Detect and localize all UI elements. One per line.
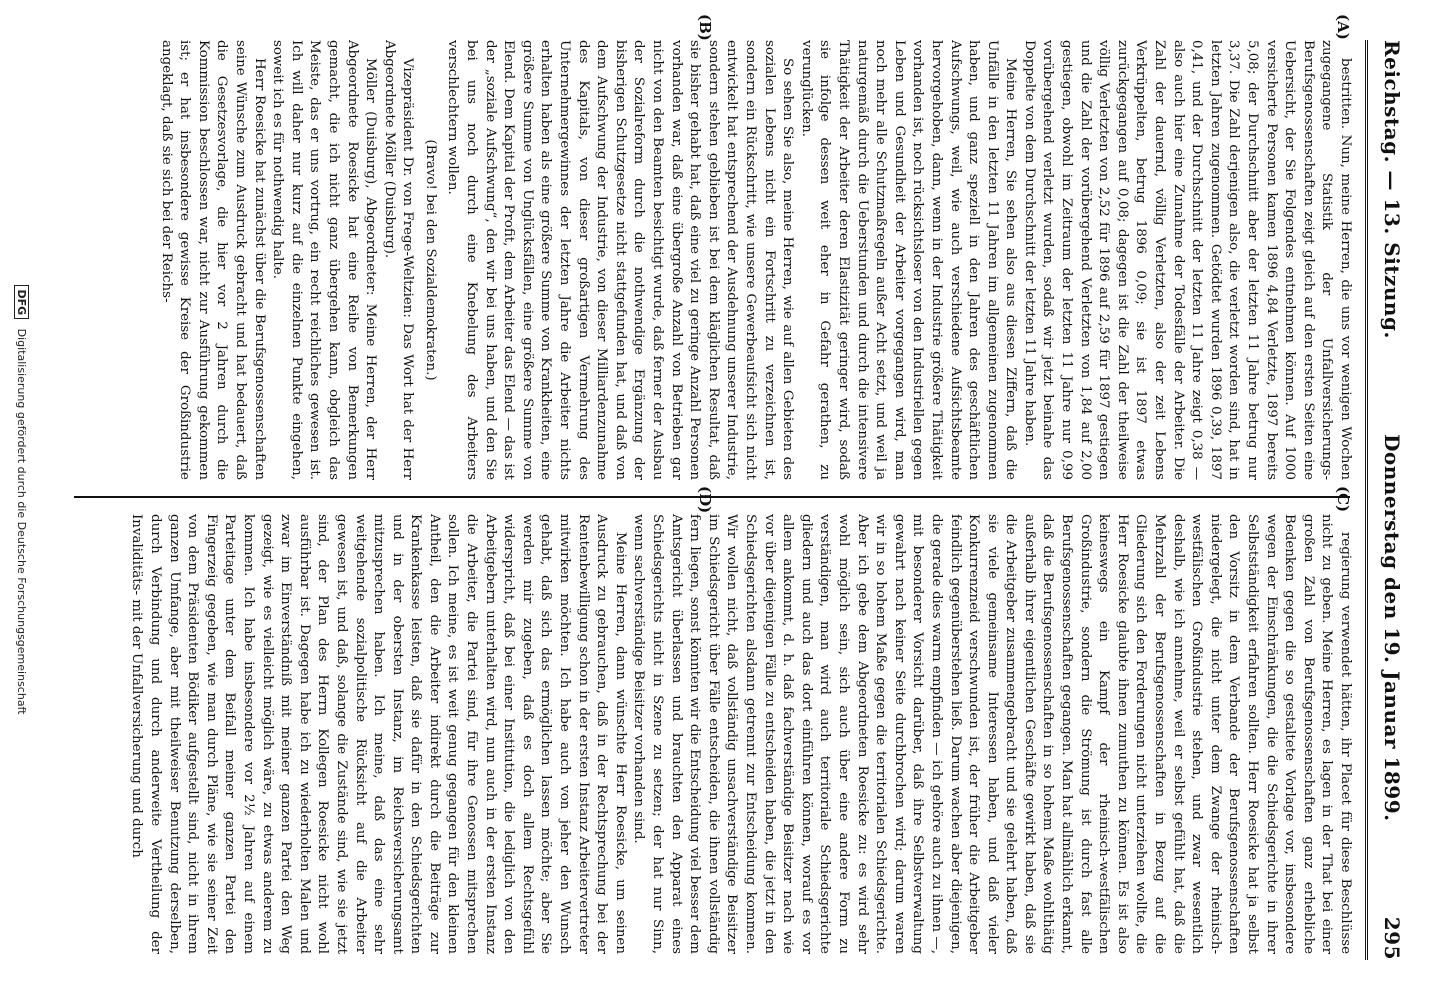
left-column xyxy=(70,40,1354,480)
paragraph: Meine Herren, dann wünschte Herr Roesicke, um seinen Ausdruck zu gebrauchen, daß in der Rechtsprechung bei der Rentenbewilligung schon in der ersten Instanz Arbeitervertreter mitwirken möchten. Ich habe auch von jeher den Wunsch gehabt, daß sich das ermöglichen lassen möchte; aber Sie werden mir zugeben, daß es doch allem Rechtsgefühl widerspricht, daß bei einer Institution, die lediglich von den Arbeitgebern unterhalten wird, nun auch in der ersten Instanz die Arbeiter, die Partei sind, für ihre Genossen mitsprechen sollen. Ich meine, es ist weit genug gegangen für den kleinen Antheil, den die Arbeiter indirekt durch die Beiträge zur Krankenkasse leisten, daß sie dafür in den Schiedsgerichten und in der obersten Instanz, im Reichsversicherungsamt mitzusprechen haben. Ich meine, daß das eine sehr weitgehende sozialpolitische Rücksicht auf die Arbeiter gewesen ist, und daß, solange die Zustände sind, wie sie jetzt sind, der Plan des Herrn Kollegen Roesicke nicht wohl ausführbar ist. Dagegen habe ich zu wiederholten Malen und zwar im Einverständniß mit meiner ganzen Partei den Weg gezeigt, wie es vielleicht möglich wäre, zu etwas anderem zu kommen. Ich habe insbesondere vor 2½ Jahren auf einem Parteitage unter dem Beifall meiner ganzen Partei den Fingerzeig gegeben, wie man durch Pläne, wie sie seiner Zeit von dem Präsidenten Bödiker aufgestellt sind, nicht in ihrem ganzen Umfange, aber mit theilweiser Benutzung derselben, durch Verbindung und durch anderweite Vertheilung der Invaliditäts- mit der Unfallversicherung und durch xyxy=(129,514,628,954)
paragraph: regierung verwendet hätten, ihr Placet für diese Beschlüsse nicht zu geben. Meine Herren, es lagen in der That bei einer großen Zahl von Berufsgenossenschaften ganz erhebliche Bedenken gegen die so gestaltete Vorlage vor, insbesondere wegen der Einschränkungen, die die Schiedsgerichte in ihrer Selbstständigkeit erfahren sollten. Herr Roesicke hat ja selbst den Vorsitz in dem Verbande der Berufsgenossenschaften niedergelegt, die nicht unter dem Zwange der rheinisch-westfälischen Großindustrie stehen, und zwar wesentlich deshalb, wie ich annehme, weil er selbst gefühlt hat, daß die Mehrzahl der Berufsgenossenschaften in Bezug auf die Gliederung sich den Forderungen nicht unterziehen wollte, die Herr Roesicke glaubte ihnen zumuthen zu können. Es ist also keineswegs ein Kampf der rheinisch-westfälischen Großindustrie, sondern die Strömung ist durch fast alle Berufsgenossenschaften gegangen. Man hat allmählich erkannt, daß die Berufsgenossenschaften in so hohem Maße wohlthätig außerhalb ihrer eigentlichen Geschäfte gewirkt haben, daß sie die Arbeitgeber zusammengebracht und sie gelehrt haben, daß sie viele gemeinsame Interessen haben, und daß vieler Konkurrenzneid verschwunden ist, der früher die Arbeitgeber feindlich gegenüberstehen ließ. Darum wachen aber diejenigen, die gerade dies warm empfinden — ich gehöre auch zu ihnen —, mit besonderer Vorsicht darüber, daß ihre Selbstverwaltung gewahrt nach keiner Seite durchbrochen wird; darum waren wir in so hohem Maße gegen die territorialen Schiedsgerichte. Aber ich gebe dem Abgeordneten Roesicke zu: es wird sehr wohl möglich sein, sich auch über eine andere Form zu verständigen, man wird auch territoriale Schiedsgerichte gliedern und auch das dort einführen können, worauf es vor allem ankommt, d. h. daß fachverständige Beisitzer nach wie vor über diejenigen Fälle zu entscheiden haben, die jetzt in den Schiedsgerichten alsdann getrennt zur Entscheidung kommen. Wir wollen nicht, daß vollständig unsachverständige Beisitzer im Schiedsgericht über Fälle entscheiden, die ihnen vollständig fern liegen, sonst könnten wir die Entscheidung viel besser dem Amtsgericht überlassen und brauchten den Apparat eines Schiedsgerichts nicht in Szene zu setzen; der hat nur Sinn, wenn sachverständige Beisitzer vorhanden sind. xyxy=(631,514,1353,954)
interjection: (Bravo! bei den Sozialdemokraten.) xyxy=(422,139,438,381)
paragraph: Möller (Duisburg), Abgeordneter: Meine Herren, der Herr Abgeordnete Roesicke hat eine Reihe von Bemerkungen gemacht, die ich nicht ganz übergehen kann, obgleich das Meiste, das er uns vortrug, ein recht reichliches gewesen ist. Ich will daher nur kurz auf die einzelnen Punkte eingehen, soweit ich es für nothwendig halte. xyxy=(270,40,379,480)
margin-marker-b: (B) xyxy=(696,14,714,41)
paragraph: So sehen Sie also, meine Herren, wie auf allen Gebieten des sozialen Lebens nicht ein Fortschritt zu verzeichnen ist, sondern ein Rückschritt, wie unsere Gewerbeaufsicht sich nicht entwickelt hat entsprechend der Ausdehnung unserer Industrie, sondern stehen geblieben ist bei dem kläglichen Resultat, daß sie bisher gehabt hat, daß eine viel zu geringe Anzahl Personen vorhanden war, daß eine übergroße Anzahl von Betrieben gar nicht von den Beamten besichtigt wurde, daß ferner der Ausbau der Sozialreform durch die nothwendige Ergänzung der bisherigen Schutzgesetze nicht stattgefunden hat, und daß von dem Aufschwung der Industrie, von dieser Milliardenzunahme des Kapitals, von dieser großartigen Vermehrung des Unternehmergewinnes der letzten Jahre die Arbeiter nichts erhalten haben als eine größere Summe von Krankheiten, eine größere Summe von Unglücksfällen, eine größere Summe von Elend. Dem Kapital der Profit, dem Arbeiter das Elend — das ist der „soziale Aufschwung“, den wir bei uns haben, und den Sie bei uns noch durch eine Knebelung des Arbeiters verschlechtern wollen. xyxy=(445,40,796,480)
running-head-date: Donnerstag den 19. Januar 1899. xyxy=(1380,434,1404,822)
dfg-logo: DFG xyxy=(14,285,29,319)
margin-marker-c: (C) xyxy=(1334,486,1352,513)
header-rule xyxy=(1365,40,1368,960)
paragraph: Herr Roesicke hat zunächst über die Berufsgenossenschaften seine Wünsche zum Ausdruck gebracht und hat bedauert, daß die Gesetzesvorlage, die hier vor 2 Jahren durch die Kommission beschlossen war, nicht zur Ausführung gekommen ist; er hat insbesondere gewisse Kreise der Großindustrie angeklagt, daß sie sich bei der Reichs- xyxy=(158,40,267,480)
running-head-left: Reichstag. — 13. Sitzung. xyxy=(1380,40,1404,339)
page-number: 295 xyxy=(1380,916,1404,960)
paragraph: Meine Herren, Sie sehen also aus diesen Ziffern, daß die Unfälle in den letzten 11 Jahren im allgemeinen zugenommen haben, und ganz speziell in den Jahren des geschäftlichen Aufschwungs, weil, wie auch verschiedene Aufsichtsbeamte hervorgehoben, dann, wenn in der Industrie größere Thätigkeit vorhanden ist, noch rücksichtsloser von den Industriellen gegen Leben und Gesundheit der Arbeiter vorgegangen wird, man noch mehr alle Schutzmaßregeln außer Acht setzt, und weil ja naturgemäß durch die Ueberstunden und durch die intensivere Thätigkeit der Arbeiter deren Elastizität geringer wird, sodaß sie infolge dessen weit eher in Gefahr gerathen, zu verunglücken. xyxy=(798,40,1019,480)
paragraph: Vizepräsident Dr. von Frege-Weltzien: Das Wort hat der Herr Abgeordnete Möller (Duisburg). xyxy=(381,40,416,480)
credit-text: Digitalisierung gefördert durch die Deutsche Forschungsgemeinschaft xyxy=(15,328,28,715)
running-head xyxy=(1372,40,1412,960)
margin-marker-a: (A) xyxy=(1334,14,1352,40)
digitization-credit xyxy=(14,0,29,1000)
margin-marker-d: (D) xyxy=(696,486,714,514)
right-column xyxy=(70,514,1354,954)
paragraph: bestritten. Nun, meine Herren, die uns vor wenigen Wochen zugegangene Statistik der Unfallversicherungs-Berufsgenossenschaften zeigt gleich auf den ersten Seiten eine Uebersicht, der Sie Folgendes entnehmen können. Auf 1000 versicherte Personen kamen 1896 4,84 Verletzte, 1897 bereits 5,08; der Durchschnitt aber der letzten 11 Jahre betrug nur 3,37. Die Zahl derjenigen also, die verletzt worden sind, hat in letzten Jahren zugenommen. Getödtet wurden 1896 0,39, 1897 0,41, und der Durchschnitt der letzten 11 Jahre zeigt 0,38 — also auch hier eine Zunahme der Todesfälle der Arbeiter. Die Zahl der dauernd, völlig Verletzten, also der zeit Lebens Verkrüppelten, betrug 1896 0,09; sie ist 1897 etwas zurückgegangen auf 0,08; dagegen ist die Zahl der theilweise völlig Verletzten von 2,52 für 1896 auf 2,59 für 1897 gestiegen und die Zahl der vorübergehend Verletzten von 1,84 auf 2,00 gestiegen, obwohl im Zeitraum der letzten 11 Jahre nur 0,99 vorübergehend verletzt wurden, sodaß wir jetzt beinahe das Doppelte von dem Durchschnitt der letzten 11 Jahre haben. xyxy=(1021,40,1353,480)
column-divider xyxy=(74,496,1350,498)
